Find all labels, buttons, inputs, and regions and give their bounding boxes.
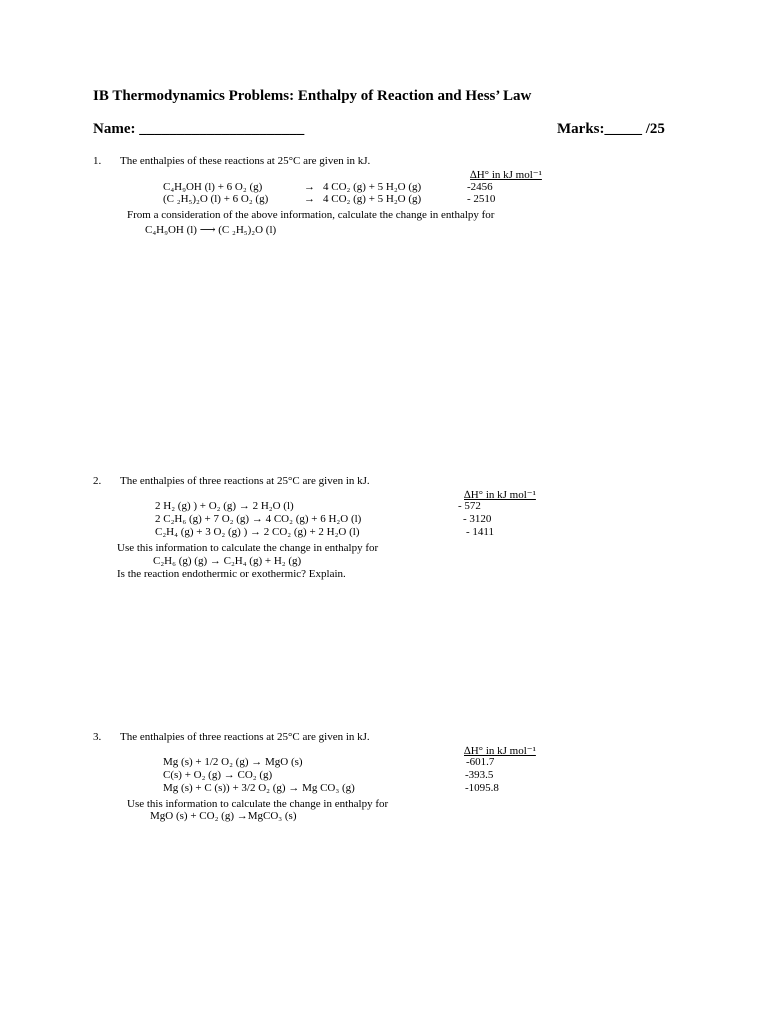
question-number: 1. (93, 155, 102, 167)
enthalpy-value: -601.7 (466, 756, 495, 768)
question-intro: The enthalpies of these reactions at 25°C are given in kJ. (120, 155, 371, 167)
reaction-reactants: C₄H₉OH (l) + 6 O₂ (g) (163, 181, 263, 193)
enthalpy-column-header: ∆H° in kJ mol⁻¹ (464, 489, 536, 501)
target-reaction: C₂H₆ (g) (g) → C₂H₄ (g) + H₂ (g) (153, 555, 302, 567)
target-reaction: MgO (s) + CO₂ (g) →MgCO₃ (s) (150, 810, 297, 822)
name-field-label: Name: ______________________ (93, 121, 305, 137)
reaction-products: 4 CO₂ (g) + 5 H₂O (g) (323, 193, 422, 205)
enthalpy-value: -393.5 (465, 769, 494, 781)
enthalpy-column-header: ∆H° in kJ mol⁻¹ (464, 745, 536, 757)
reaction-equation: 2 H₂ (g) ) + O₂ (g) → 2 H₂O (l) (155, 500, 294, 512)
reaction-arrow: → (304, 193, 315, 205)
question-instruction: Use this information to calculate the change in enthalpy for (127, 798, 389, 810)
reaction-equation: C(s) + O₂ (g) → CO₂ (g) (163, 769, 273, 781)
reaction-equation: C₂H₄ (g) + 3 O₂ (g) ) → 2 CO₂ (g) + 2 H₂O (l) (155, 526, 360, 538)
enthalpy-value: - 2510 (467, 193, 496, 205)
target-reaction: C₄H₉OH (l) ⟶ (C ₂H₅)₂O (l) (145, 224, 277, 236)
question-number: 2. (93, 475, 102, 487)
reaction-products: 4 CO₂ (g) + 5 H₂O (g) (323, 181, 422, 193)
question-intro: The enthalpies of three reactions at 25°C are given in kJ. (120, 731, 370, 743)
enthalpy-value: - 3120 (463, 513, 492, 525)
question-instruction: From a consideration of the above information, calculate the change in enthalpy for (127, 209, 495, 221)
reaction-arrow: → (304, 181, 315, 193)
enthalpy-column-header: ∆H° in kJ mol⁻¹ (470, 169, 542, 181)
reaction-reactants: (C ₂H₅)₂O (l) + 6 O₂ (g) (163, 193, 269, 205)
page-title: IB Thermodynamics Problems: Enthalpy of Reaction and Hess’ Law (93, 88, 532, 104)
question-intro: The enthalpies of three reactions at 25°C are given in kJ. (120, 475, 370, 487)
reaction-equation: 2 C₂H₆ (g) + 7 O₂ (g) → 4 CO₂ (g) + 6 H₂O (l) (155, 513, 362, 525)
reaction-equation: Mg (s) + C (s)) + 3/2 O₂ (g) → Mg CO₃ (g) (163, 782, 355, 794)
question-number: 3. (93, 731, 102, 743)
question-instruction: Use this information to calculate the change in enthalpy for (117, 542, 379, 554)
enthalpy-value: - 572 (458, 500, 481, 512)
reaction-equation: Mg (s) + 1/2 O₂ (g) → MgO (s) (163, 756, 303, 768)
enthalpy-value: - 1411 (466, 526, 495, 538)
marks-field-label: Marks:_____ /25 (557, 121, 665, 137)
enthalpy-value: -2456 (467, 181, 493, 193)
follow-up-question: Is the reaction endothermic or exothermic? Explain. (117, 568, 346, 580)
enthalpy-value: -1095.8 (465, 782, 499, 794)
